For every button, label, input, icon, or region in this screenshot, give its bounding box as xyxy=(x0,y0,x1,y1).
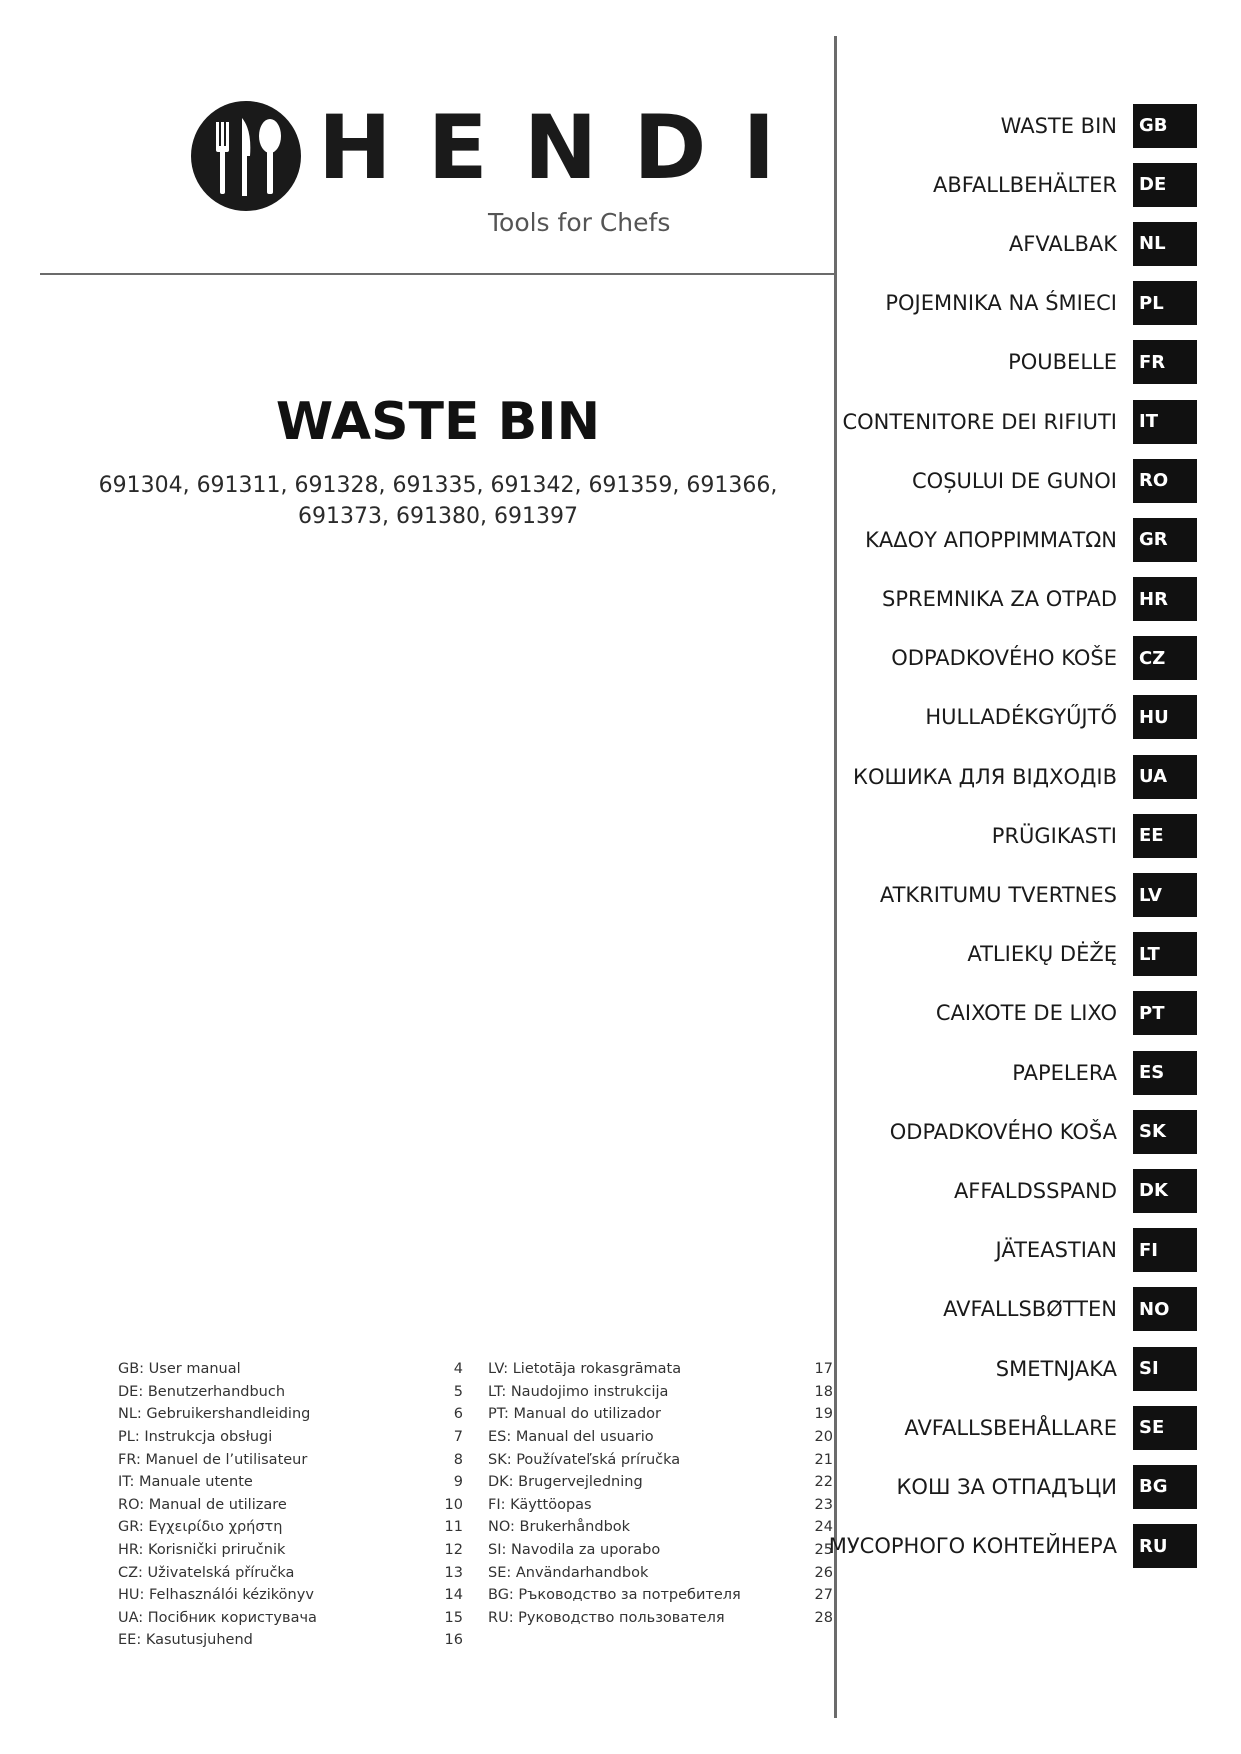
toc-label: RO: Manual de utilizare xyxy=(118,1496,287,1513)
fork-knife-spoon-logo-icon xyxy=(190,100,302,212)
language-item-fr xyxy=(797,333,1197,392)
language-title: ODPADKOVÉHO KOŠA xyxy=(889,1119,1117,1144)
language-item-pt xyxy=(797,984,1197,1043)
toc-label: PL: Instrukcja obsługi xyxy=(118,1429,273,1446)
language-title: HULLADÉKGYŰJTŐ xyxy=(925,705,1117,730)
toc-entry xyxy=(488,1539,833,1562)
language-title: ATKRITUMU TVERTNES xyxy=(879,883,1117,908)
language-item-si xyxy=(797,1339,1197,1398)
toc-label: DE: Benutzerhandbuch xyxy=(118,1383,286,1400)
toc-page-number: 5 xyxy=(453,1383,463,1400)
language-code-badge: FI xyxy=(1133,1228,1197,1272)
toc-label: NL: Gebruikershandleiding xyxy=(118,1406,311,1423)
language-code-badge: EE xyxy=(1133,814,1197,858)
toc-label: NO: Brukerhåndbok xyxy=(488,1519,631,1536)
language-title: КОШ ЗА ОТПАДЪЦИ xyxy=(896,1474,1117,1499)
toc-page-number: 16 xyxy=(444,1632,463,1649)
toc-page-number: 18 xyxy=(814,1383,833,1400)
language-title: SMETNJAKA xyxy=(995,1356,1117,1381)
toc-label: PT: Manual do utilizador xyxy=(488,1406,661,1423)
toc-column-left xyxy=(118,1358,463,1652)
toc-entry xyxy=(488,1584,833,1607)
language-code-badge: GR xyxy=(1133,518,1197,562)
toc-page-number: 25 xyxy=(814,1542,833,1559)
toc-label: DK: Brugervejledning xyxy=(488,1474,643,1491)
language-title: JÄTEASTIAN xyxy=(995,1238,1117,1263)
language-code-badge: SI xyxy=(1133,1347,1197,1391)
toc-page-number: 9 xyxy=(453,1474,463,1491)
toc-label: BG: Ръководство за потребителя xyxy=(488,1587,741,1604)
brand-name: HENDI xyxy=(318,96,812,199)
toc-label: FR: Manuel de l’utilisateur xyxy=(118,1451,308,1468)
language-item-ru xyxy=(797,1517,1197,1576)
model-numbers-line-2: 691373, 691380, 691397 xyxy=(298,504,578,529)
language-title: PRÜGIKASTI xyxy=(991,823,1117,848)
toc-label: SK: Používateľská príručka xyxy=(488,1451,681,1468)
language-item-nl xyxy=(797,214,1197,273)
language-title: ΚΑΔΟΥ ΑΠΟΡΡΙΜΜΑΤΩΝ xyxy=(865,527,1117,552)
toc-page-number: 12 xyxy=(444,1542,463,1559)
toc-label: LT: Naudojimo instrukcija xyxy=(488,1383,669,1400)
toc-label: HU: Felhasználói kézikönyv xyxy=(118,1587,314,1604)
language-code-badge: BG xyxy=(1133,1465,1197,1509)
toc-entry xyxy=(488,1426,833,1449)
language-code-badge: SK xyxy=(1133,1110,1197,1154)
toc-page-number: 24 xyxy=(814,1519,833,1536)
toc-page-number: 14 xyxy=(444,1587,463,1604)
toc-page-number: 17 xyxy=(814,1361,833,1378)
language-code-badge: DE xyxy=(1133,163,1197,207)
language-code-badge: LT xyxy=(1133,932,1197,976)
language-item-de xyxy=(797,155,1197,214)
language-code-badge: UA xyxy=(1133,755,1197,799)
toc-label: IT: Manuale utente xyxy=(118,1474,253,1491)
toc-page-number: 15 xyxy=(444,1609,463,1626)
toc-page-number: 26 xyxy=(814,1564,833,1581)
language-title: ATLIEKŲ DĖŽĘ xyxy=(967,942,1117,967)
language-code-badge: CZ xyxy=(1133,636,1197,680)
toc-entry xyxy=(118,1629,463,1652)
language-title: PAPELERA xyxy=(1012,1060,1117,1085)
language-item-ro xyxy=(797,451,1197,510)
language-code-badge: HR xyxy=(1133,577,1197,621)
language-item-pl xyxy=(797,274,1197,333)
toc-label: SI: Navodila za uporabo xyxy=(488,1542,661,1559)
toc-label: ES: Manual del usuario xyxy=(488,1429,654,1446)
toc-page-number: 6 xyxy=(453,1406,463,1423)
language-title: AVFALLSBEHÅLLARE xyxy=(904,1415,1117,1440)
toc-entry xyxy=(118,1584,463,1607)
language-title: CAIXOTE DE LIXO xyxy=(935,1001,1117,1026)
language-item-lt xyxy=(797,925,1197,984)
language-item-lv xyxy=(797,865,1197,924)
toc-entry xyxy=(118,1448,463,1471)
toc-entry xyxy=(488,1516,833,1539)
toc-page-number: 19 xyxy=(814,1406,833,1423)
toc-entry xyxy=(488,1448,833,1471)
header-divider xyxy=(40,273,836,275)
language-code-badge: FR xyxy=(1133,340,1197,384)
brand-logo xyxy=(190,96,812,248)
language-item-se xyxy=(797,1398,1197,1457)
language-code-badge: LV xyxy=(1133,873,1197,917)
language-item-ee xyxy=(797,806,1197,865)
language-item-dk xyxy=(797,1161,1197,1220)
language-item-ua xyxy=(797,747,1197,806)
language-title: COȘULUI DE GUNOI xyxy=(912,468,1117,493)
language-title: WASTE BIN xyxy=(1000,113,1117,138)
toc-page-number: 28 xyxy=(814,1609,833,1626)
toc-entry xyxy=(118,1561,463,1584)
toc-entry xyxy=(488,1607,833,1630)
toc-page-number: 13 xyxy=(444,1564,463,1581)
model-numbers xyxy=(40,470,836,532)
language-code-badge: NO xyxy=(1133,1287,1197,1331)
language-title: МУСОРНОГО КОНТЕЙНЕРА xyxy=(828,1534,1117,1559)
toc-page-number: 7 xyxy=(453,1429,463,1446)
language-item-bg xyxy=(797,1457,1197,1516)
language-title: SPREMNIKA ZA OTPAD xyxy=(882,587,1117,612)
toc-page-number: 21 xyxy=(814,1451,833,1468)
toc-label: EE: Kasutusjuhend xyxy=(118,1632,253,1649)
language-title: ABFALLBEHÄLTER xyxy=(932,172,1117,197)
language-title: POUBELLE xyxy=(1008,350,1117,375)
language-item-no xyxy=(797,1280,1197,1339)
toc-entry xyxy=(118,1607,463,1630)
toc-label: GR: Εγχειρίδιο χρήστη xyxy=(118,1519,283,1536)
language-code-badge: HU xyxy=(1133,695,1197,739)
toc-page-number: 20 xyxy=(814,1429,833,1446)
language-code-badge: IT xyxy=(1133,400,1197,444)
toc-entry xyxy=(488,1358,833,1381)
toc-entry xyxy=(488,1381,833,1404)
language-item-sk xyxy=(797,1102,1197,1161)
language-code-badge: NL xyxy=(1133,222,1197,266)
toc-entry xyxy=(118,1358,463,1381)
language-item-gb xyxy=(797,96,1197,155)
language-title: КОШИКА ДЛЯ ВІДХОДІВ xyxy=(853,764,1117,789)
language-code-badge: SE xyxy=(1133,1406,1197,1450)
toc-column-right xyxy=(488,1358,833,1629)
toc-page-number: 22 xyxy=(814,1474,833,1491)
language-item-fi xyxy=(797,1221,1197,1280)
language-code-badge: ES xyxy=(1133,1051,1197,1095)
toc-entry xyxy=(488,1561,833,1584)
language-item-it xyxy=(797,392,1197,451)
toc-entry xyxy=(118,1381,463,1404)
language-title: CONTENITORE DEI RIFIUTI xyxy=(842,409,1117,434)
toc-entry xyxy=(118,1539,463,1562)
toc-entry xyxy=(118,1471,463,1494)
toc-label: LV: Lietotāja rokasgrāmata xyxy=(488,1361,682,1378)
language-title: AFFALDSSPAND xyxy=(953,1178,1117,1203)
language-code-badge: DK xyxy=(1133,1169,1197,1213)
toc-entry xyxy=(118,1516,463,1539)
language-item-cz xyxy=(797,629,1197,688)
toc-label: FI: Käyttöopas xyxy=(488,1496,592,1513)
toc-label: HR: Korisnički priručnik xyxy=(118,1542,286,1559)
document-title: WASTE BIN xyxy=(275,392,601,452)
language-item-hr xyxy=(797,570,1197,629)
model-numbers-line-1: 691304, 691311, 691328, 691335, 691342, 691359, 691366, xyxy=(98,473,778,498)
toc-page-number: 10 xyxy=(444,1496,463,1513)
toc-label: RU: Руководство пользователя xyxy=(488,1609,725,1626)
toc-label: UA: Посібник користувача xyxy=(118,1609,317,1626)
toc-entry xyxy=(488,1494,833,1517)
toc-page-number: 23 xyxy=(814,1496,833,1513)
toc-entry xyxy=(488,1403,833,1426)
toc-entry xyxy=(118,1426,463,1449)
toc-entry xyxy=(118,1403,463,1426)
toc-label: GB: User manual xyxy=(118,1361,241,1378)
language-title: POJEMNIKA NA ŚMIECI xyxy=(885,291,1117,316)
language-title: AFVALBAK xyxy=(1008,231,1117,256)
toc-label: CZ: Uživatelská příručka xyxy=(118,1564,295,1581)
language-item-es xyxy=(797,1043,1197,1102)
language-title: AVFALLSBØTTEN xyxy=(943,1297,1117,1322)
language-code-badge: PL xyxy=(1133,281,1197,325)
toc-label: SE: Användarhandbok xyxy=(488,1564,649,1581)
language-list xyxy=(797,96,1197,1576)
toc-page-number: 11 xyxy=(444,1519,463,1536)
toc-page-number: 4 xyxy=(453,1361,463,1378)
language-code-badge: RO xyxy=(1133,459,1197,503)
language-code-badge: PT xyxy=(1133,991,1197,1035)
toc-entry xyxy=(488,1471,833,1494)
toc-page-number: 27 xyxy=(814,1587,833,1604)
language-code-badge: RU xyxy=(1133,1524,1197,1568)
language-item-hu xyxy=(797,688,1197,747)
language-item-gr xyxy=(797,510,1197,569)
brand-tagline: Tools for Chefs xyxy=(488,208,671,237)
toc-page-number: 8 xyxy=(453,1451,463,1468)
language-code-badge: GB xyxy=(1133,104,1197,148)
language-title: ODPADKOVÉHO KOŠE xyxy=(891,646,1117,671)
toc-entry xyxy=(118,1494,463,1517)
